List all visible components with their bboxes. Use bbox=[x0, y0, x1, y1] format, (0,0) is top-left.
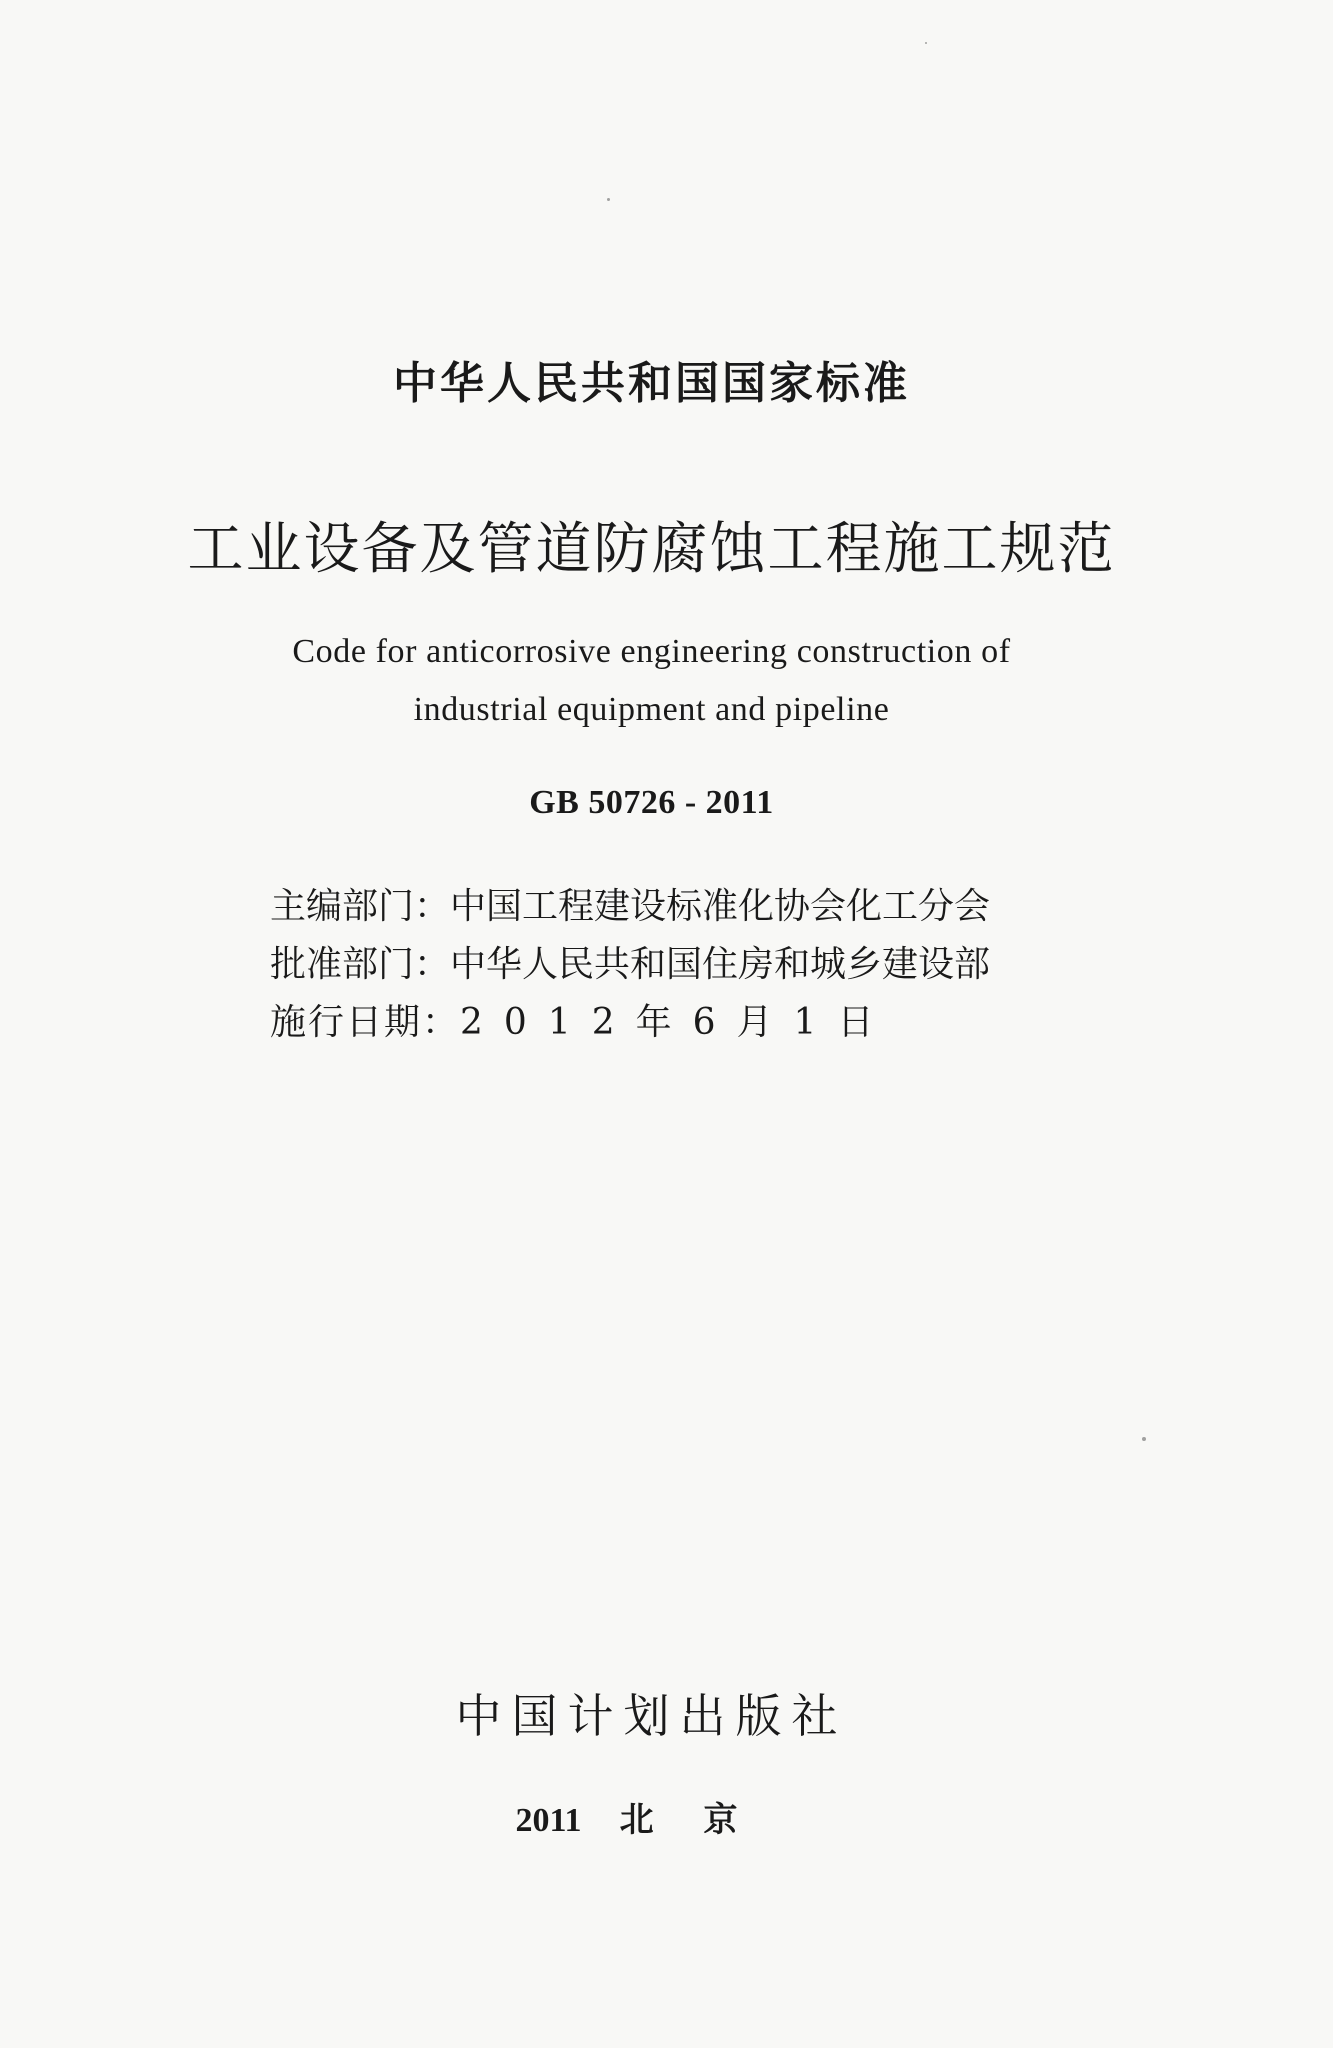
scan-speck bbox=[607, 198, 610, 201]
approver-department: 批准部门：中华人民共和国住房和城乡建设部 bbox=[270, 944, 991, 985]
effective-date-label: 施行日期： bbox=[270, 1002, 461, 1043]
publisher-name: 中国计划出版社 bbox=[455, 1689, 848, 1743]
national-standard-heading: 中华人民共和国国家标准 bbox=[393, 358, 910, 409]
standard-metadata bbox=[270, 878, 990, 1052]
effective-date-value: 2012年6月1日 bbox=[460, 1002, 895, 1043]
effective-date bbox=[270, 994, 990, 1052]
standard-title-english bbox=[0, 623, 1303, 739]
publication-year-place bbox=[0, 1792, 1303, 1841]
publication-year: 2011 bbox=[515, 1802, 582, 1839]
scan-speck bbox=[925, 42, 927, 44]
editor-department: 主编部门：中国工程建设标准化协会化工分会 bbox=[270, 886, 991, 927]
scan-speck bbox=[1142, 1437, 1146, 1441]
title-en-line-1: Code for anticorrosive engineering construction of bbox=[292, 633, 1011, 670]
standard-title-chinese: 工业设备及管道防腐蚀工程施工规范 bbox=[187, 517, 1116, 582]
publication-city: 北京 bbox=[619, 1800, 788, 1840]
title-en-line-2: industrial equipment and pipeline bbox=[413, 691, 890, 728]
standard-code: GB 50726 - 2011 bbox=[529, 784, 774, 821]
